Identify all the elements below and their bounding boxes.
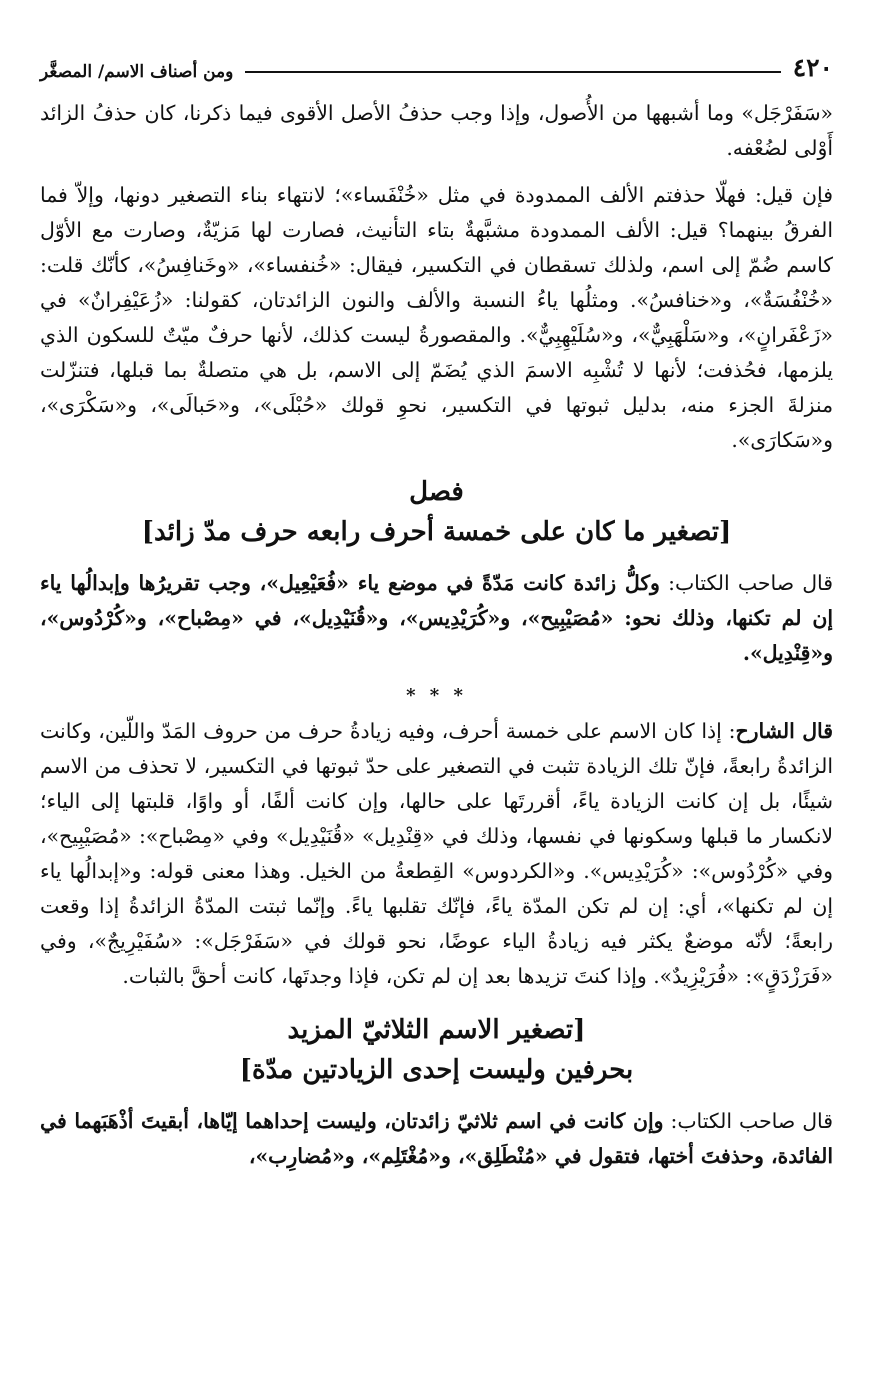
commentary-text: : إذا كان الاسم على خمسة أحرف، وفيه زيادةُ حرف من حروف المَدّ واللّين، وكانت الزائدةُ رابعةً، فإنّ تلك الزيادة تثبت في التصغير على حدّ ثبوتها في التكسير، لا تحذف من الاسم شيئًا، بل إن كانت الزيادة ياءً، أقررتَها على حالها، وإن كانت ألفًا، أو واوًا، قلبتها إلى الياء؛ لانكسار ما قبلها وسكونها في نفسها، وذلك في «قِنْدِيل» «قُنَيْدِيل» وفي «مِصْباح»: «مُصَيْبِيح»، وفي «كُرْدُوس»: «كُرَيْدِيس». و«الكردوس» القِطعةُ من الخيل. وهذا معنى قوله: و«إبدالُها ياء إن لم تكنها»، أي: إن لم تكن المدّة ياءً، فإنّك تقلبها ياءً. وإنّما ثبتت المدّةُ الزائدةُ إذا وقعت رابعةً؛ لأنّه موضعٌ يكثر فيه زيادةُ الياء عوضًا، نحو قولك في «سَفَرْجَل»: «سُفَيْرِيجٌ»، وفي «فَرَزْدَقٍ»: «فُرَيْزِيدٌ». وإذا كنتَ تزيدها بعد إن لم تكن، فإذا وجدتَها، كانت أحقَّ بالثبات. (40, 719, 833, 988)
section-heading-2-cont: بحرفين وليست إحدى الزيادتين مدّة] (239, 1055, 634, 1085)
author-intro-2: قال صاحب الكتاب: (663, 1109, 833, 1133)
section-subheading: [تصغير ما كان على خمسة أحرف رابعه حرف مدّ زائد] (141, 517, 732, 547)
author-quote-2: وإن كانت في اسم ثلاثيّ زائدتان، وليست إحداهما إيّاها، أبقيتَ أذْهَبَهما في الفائدة، وحذفتَ أختها، فتقول في «مُنْطَلِق»، و«مُغْتَلِم»، و«مُضارِب»، (40, 1109, 833, 1168)
paragraph-1: «سَفَرْجَل» وما أشبهها من الأُصول، وإذا وجب حذفُ الأصل الأقوى فيما ذكرنا، كان حذفُ الزائد أَوْلى لضُعْفه. (40, 101, 833, 160)
page-header (40, 48, 833, 82)
header-rule (245, 71, 780, 73)
running-title: ومن أصناف الاسم/ المصغَّر (40, 62, 234, 82)
paragraph-3 (40, 566, 833, 671)
author-intro: قال صاحب الكتاب: (659, 571, 833, 595)
commentator-label: قال الشارح (735, 719, 833, 743)
section-heading-2: [تصغير الاسم الثلاثيّ المزيد (287, 1015, 586, 1045)
paragraph-2: فإن قيل: فهلّا حذفتم الألف الممدودة في مثل «خُنْفَساء»؛ لانتهاء بناء التصغير دونها، وإلاّ فما الفرقُ بينهما؟ قيل: الألف الممدودة مشبَّهةٌ بتاء التأنيث، فصارت لها مَزيّةٌ، وصارت مع الأوّل كاسم ضُمّ إلى اسم، ولذلك تسقطان في التكسير، فيقال: «خُنفساء»، «وخَنافِسُ»، كأنّك قلت: «خُنْفُسَةٌ»، و«خنافسُ». ومثلُها ياءُ النسبة والألف والنون الزائدتان، كقولنا: «زُعَيْفِرانٌ» في «زَعْفَرانٍ»، و«سَلْهَبِيٌّ»، و«سُلَيْهِبِيٌّ». والمقصورةُ ليست كذلك، لأنها حرفٌ ميّتٌ للسكون الذي يلزمها، فحُذفت؛ لأنها لا تُشْبِه الاسمَ الذي يُضَمّ إلى الاسم، بل هي متصلةٌ بما قبلها، فتنزّلت منزلةَ الجزء منه، بدليل ثبوتها في التكسير، نحوِ قولك «حُبْلَى»، و«حَبالَى»، و«سَكْرَى»، و«سَكارَى». (40, 183, 833, 452)
page-number: ٤٢٠ (792, 53, 833, 82)
paragraph-5 (40, 1104, 833, 1174)
paragraph-4 (40, 714, 833, 994)
stars-separator: * * * (406, 685, 467, 706)
author-quote: وكلُّ زائدة كانت مَدّةً في موضع ياء «فُعَيْعِيل»، وجب تقريرُها وإبدالُها ياء إن لم تكنها، وذلك نحو: «مُصَيْبِيح»، و«كُرَيْدِيس»، و«قُنَيْدِيل»، في «مِصْباح»، و«كُرْدُوس»، و«قِنْدِيل». (40, 571, 833, 665)
section-heading: فصل (409, 477, 464, 507)
